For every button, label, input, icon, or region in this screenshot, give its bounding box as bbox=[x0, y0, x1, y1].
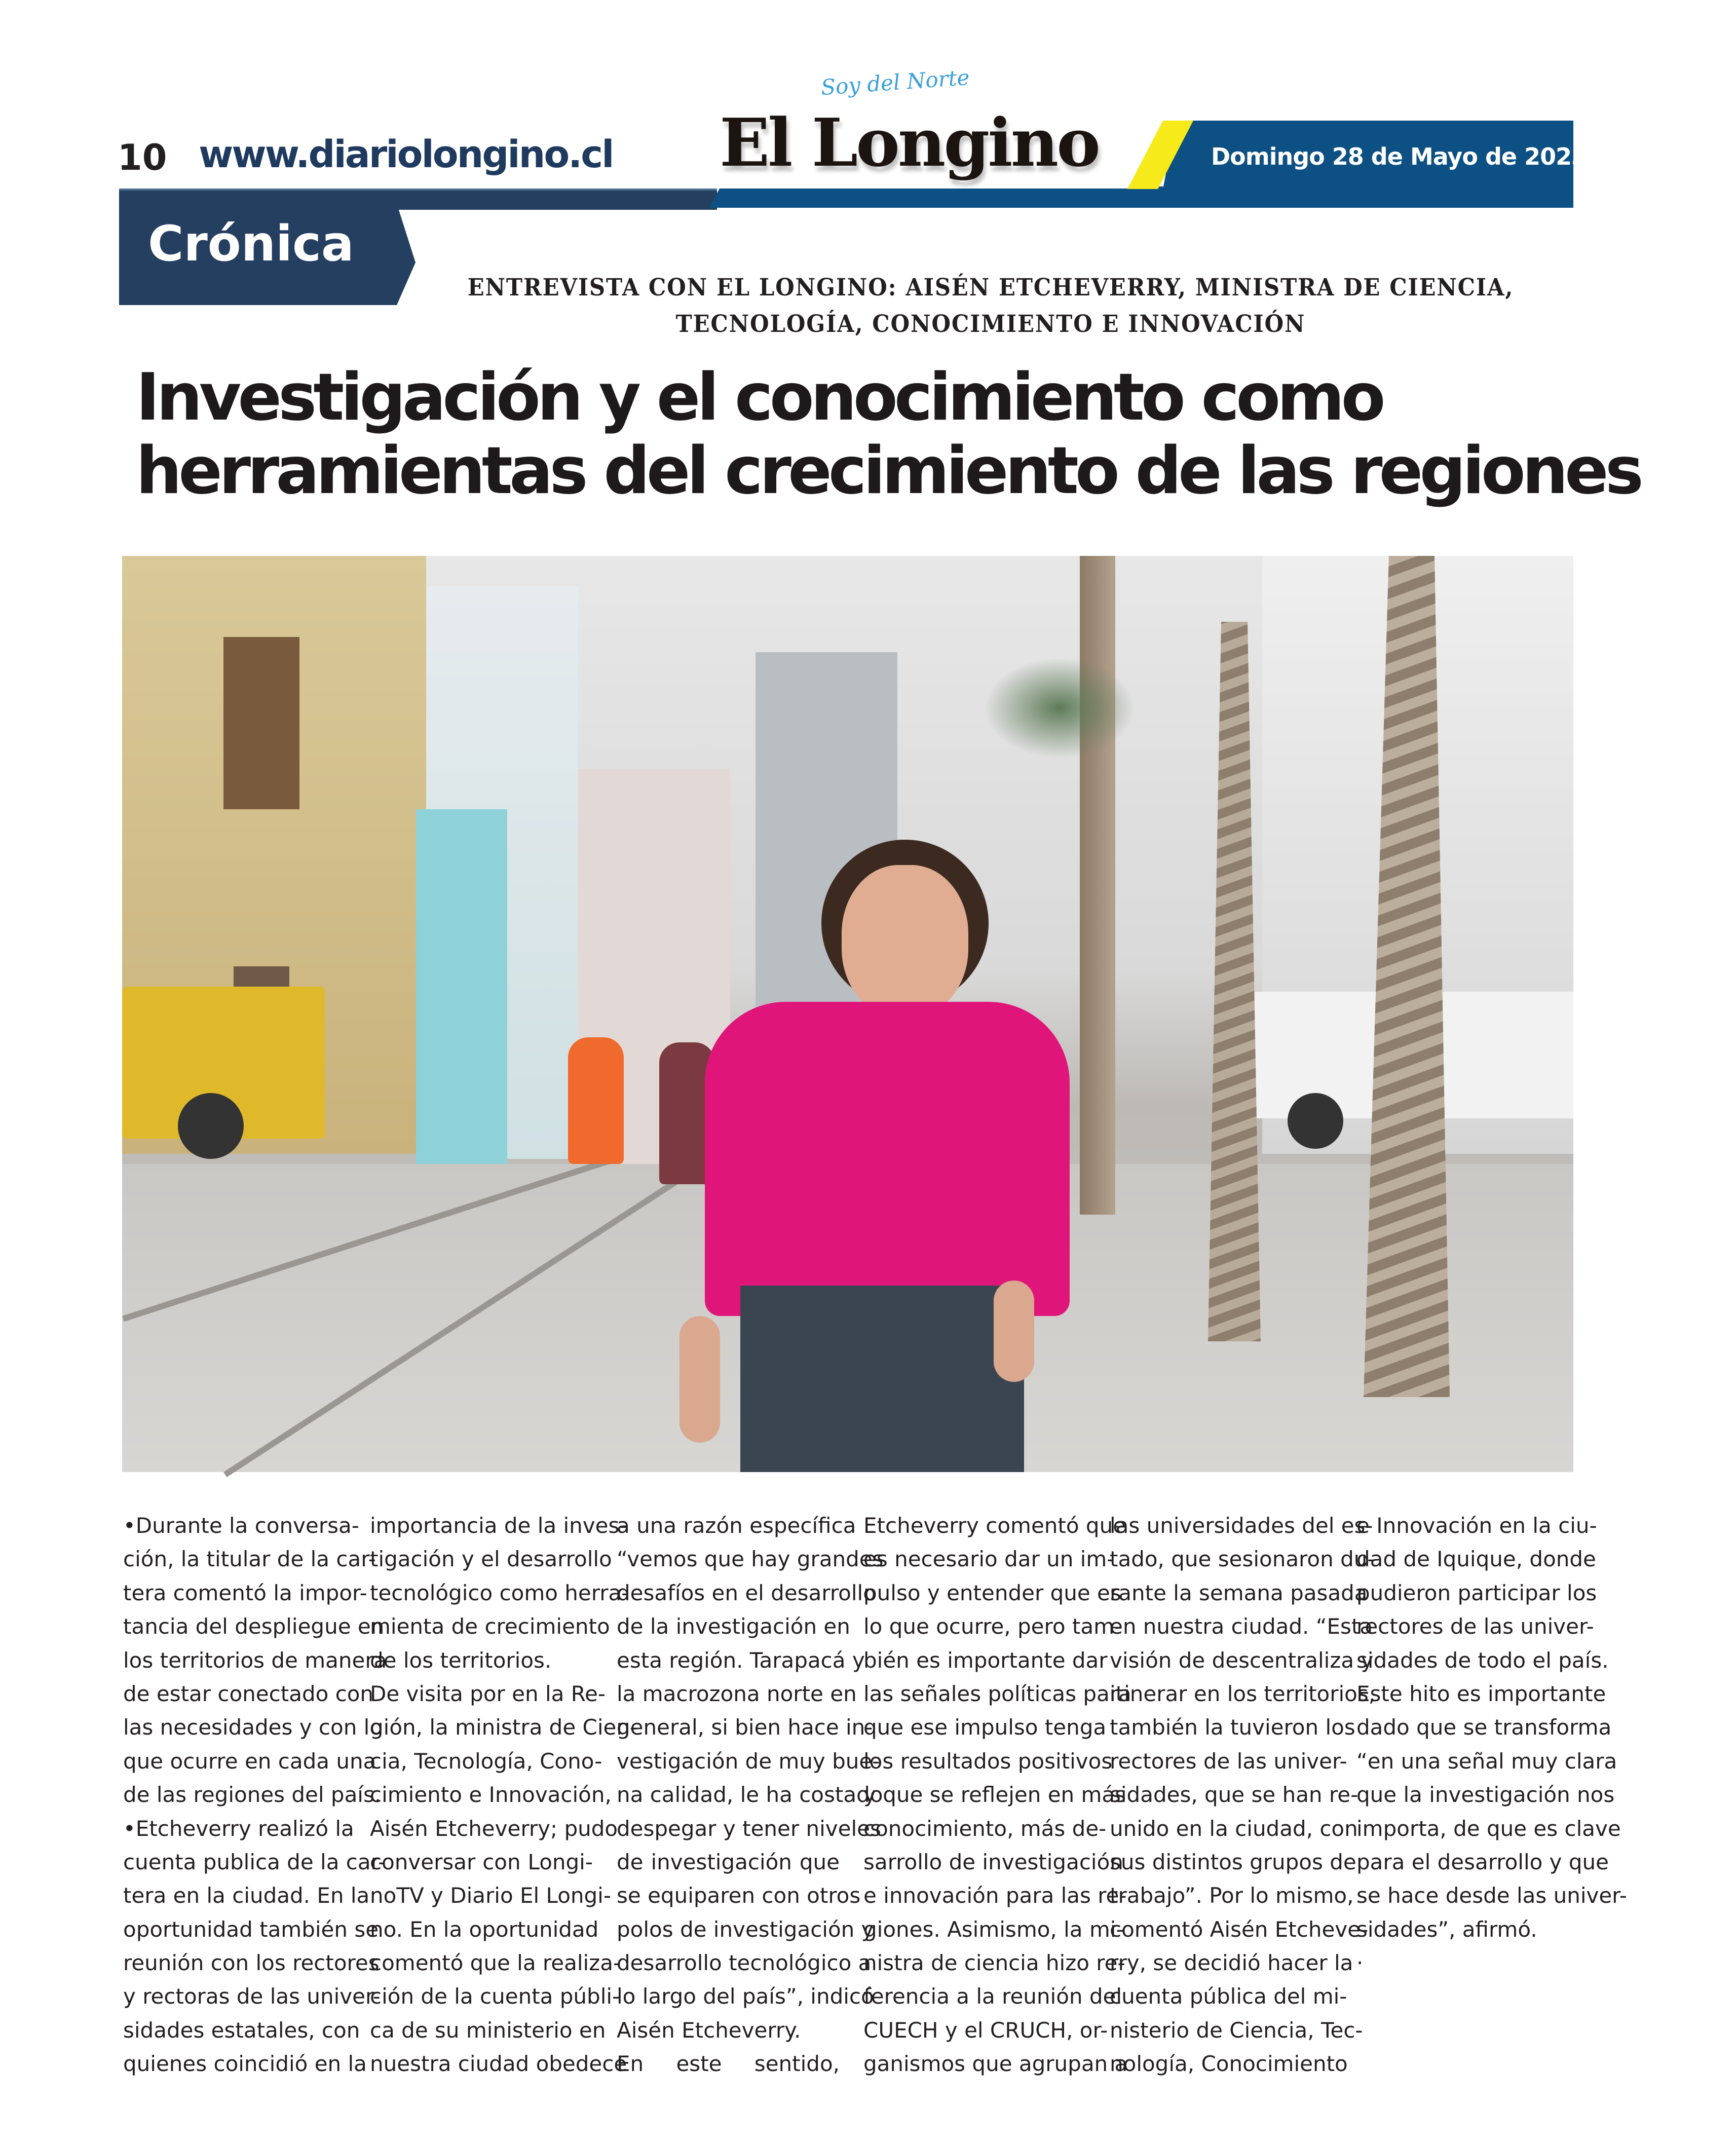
body-text-line: ganismos que agrupan a bbox=[863, 2051, 1128, 2077]
body-text-line: ca de su ministerio en bbox=[370, 2017, 606, 2043]
body-text-line: lo que ocurre, pero tam- bbox=[863, 1614, 1122, 1639]
body-text-line: trabajo”. Por lo mismo, bbox=[1110, 1883, 1354, 1908]
body-text-line: •Etcheverry realizó la bbox=[123, 1816, 354, 1841]
body-text-line: importa, de que es clave bbox=[1356, 1816, 1621, 1841]
body-text-line: cia, Tecnología, Cono- bbox=[370, 1748, 602, 1774]
body-text-line: cimiento e Innovación, bbox=[370, 1782, 612, 1808]
issue-date: Domingo 28 de Mayo de 2023 bbox=[1211, 143, 1588, 170]
body-text-line: ción de la cuenta públi- bbox=[370, 1984, 620, 2009]
body-text-line: despegar y tener niveles bbox=[617, 1816, 881, 1841]
body-text-line: en nuestra ciudad. “Esta bbox=[1110, 1614, 1373, 1639]
body-text-line: itinerar en los territorios, bbox=[1110, 1681, 1376, 1706]
body-text-line: de investigación que bbox=[617, 1849, 840, 1874]
body-text-line: oportunidad también se bbox=[123, 1916, 379, 1942]
body-text-line: de las regiones del país. bbox=[123, 1782, 382, 1808]
body-text-line: la macrozona norte en bbox=[617, 1681, 857, 1706]
body-text-line: comentó Aisén Etcheve- bbox=[1110, 1916, 1369, 1942]
body-text-line: sidades estatales, con bbox=[123, 2017, 360, 2043]
body-text-line: dad de Iquique, donde bbox=[1356, 1547, 1596, 1572]
body-text-line: y que se reflejen en más bbox=[863, 1782, 1126, 1808]
header-rule bbox=[119, 189, 717, 210]
body-text-line: se hace desde las univer- bbox=[1356, 1883, 1627, 1908]
woman-skirt bbox=[740, 1286, 1024, 1472]
body-text-line: e innovación para las re- bbox=[863, 1883, 1127, 1908]
body-text-line: nuestra ciudad obedece bbox=[370, 2051, 627, 2077]
body-text-line: Aisén Etcheverry. bbox=[617, 2017, 801, 2043]
body-text-line: que ese impulso tenga bbox=[863, 1715, 1107, 1740]
body-text-line: esta región. Tarapacá y bbox=[617, 1647, 865, 1673]
body-text-line: sidades”, afirmó. bbox=[1356, 1916, 1537, 1942]
body-text-line: giones. Asimismo, la mi- bbox=[863, 1916, 1124, 1942]
body-text-line: las universidades del es- bbox=[1110, 1513, 1373, 1538]
body-text-line: tera en la ciudad. En la bbox=[123, 1883, 370, 1908]
body-text-line: nistra de ciencia hizo re- bbox=[863, 1950, 1125, 1976]
woman-face bbox=[842, 865, 968, 1017]
headline-line: Investigación y el conocimiento como bbox=[136, 360, 1382, 435]
body-text-line: que la investigación nos bbox=[1356, 1782, 1615, 1808]
body-text-line: comentó que la realiza- bbox=[370, 1950, 621, 1976]
body-text-line: de la investigación en bbox=[617, 1614, 850, 1639]
body-text-line: rectores de las univer- bbox=[1110, 1748, 1347, 1774]
body-text-line: e Innovación en la ciu- bbox=[1356, 1513, 1597, 1538]
pedestrian bbox=[568, 1037, 624, 1164]
kicker-line: ENTREVISTA CON EL LONGINO: AISÉN ETCHEVERRY, MINISTRA DE CIENCIA, bbox=[467, 274, 1514, 302]
text-column bbox=[370, 1509, 638, 2081]
body-text-line: dado que se transforma bbox=[1356, 1715, 1612, 1740]
body-text-line: unido en la ciudad, con bbox=[1110, 1816, 1358, 1841]
body-text-line: a una razón específica bbox=[617, 1513, 856, 1538]
palm-trunk bbox=[1201, 622, 1267, 1341]
body-text-line: que ocurre en cada una bbox=[123, 1748, 376, 1774]
body-text-line: las necesidades y con lo bbox=[123, 1715, 383, 1740]
body-text-line: de los territorios. bbox=[370, 1647, 552, 1673]
building bbox=[416, 809, 507, 1164]
logo-tagline: Soy del Norte bbox=[820, 64, 970, 100]
body-text-line: mienta de crecimiento bbox=[370, 1614, 610, 1639]
wheel bbox=[178, 1093, 244, 1159]
text-column bbox=[863, 1509, 1131, 2081]
palm-trunk bbox=[1080, 556, 1115, 1215]
body-text-line: nisterio de Ciencia, Tec- bbox=[1110, 2017, 1363, 2043]
logo-text: El Longino bbox=[720, 104, 1099, 181]
body-text-line: “en una señal muy clara bbox=[1356, 1748, 1617, 1774]
body-text-line: ción, la titular de la car- bbox=[123, 1547, 376, 1572]
newspaper-logo bbox=[720, 64, 1165, 208]
body-text-line: quienes coincidió en la bbox=[123, 2051, 367, 2077]
wheel bbox=[1288, 1093, 1343, 1149]
body-text-line: cuenta publica de la car- bbox=[123, 1849, 386, 1874]
body-text-line: tera comentó la impor- bbox=[123, 1580, 367, 1605]
text-column bbox=[617, 1509, 884, 2081]
body-text-line: también la tuvieron los bbox=[1110, 1715, 1355, 1740]
website-link[interactable]: www.diariolongino.cl bbox=[199, 133, 613, 176]
body-text-line: nología, Conocimiento bbox=[1110, 2051, 1348, 2077]
body-text-line: las señales políticas para bbox=[863, 1681, 1131, 1706]
headline-line: herramientas del crecimiento de las regiones bbox=[136, 433, 1640, 509]
balcony bbox=[223, 637, 299, 809]
body-text-line: y rectoras de las univer- bbox=[123, 1984, 381, 2009]
body-text-line: los resultados positivos bbox=[863, 1748, 1113, 1774]
text-column bbox=[1356, 1509, 1627, 1980]
body-text-line: gión, la ministra de Cien- bbox=[370, 1715, 638, 1740]
body-text-line: pulso y entender que es bbox=[863, 1580, 1121, 1605]
body-text-line: desafíos en el desarrollo bbox=[617, 1580, 876, 1605]
body-text-line: tancia del despliegue en bbox=[123, 1614, 385, 1639]
body-text-line: reunión con los rectores bbox=[123, 1950, 380, 1976]
body-text-line: desarrollo tecnológico a bbox=[617, 1950, 872, 1976]
woman-arm bbox=[680, 1316, 720, 1443]
body-text-line: general, si bien hace in- bbox=[617, 1715, 873, 1740]
body-text-line: no. En la oportunidad bbox=[370, 1916, 599, 1942]
body-text-line: ferencia a la reunión del bbox=[863, 1984, 1122, 2009]
body-text-line: importancia de la inves- bbox=[370, 1513, 627, 1538]
body-text-line: sus distintos grupos de bbox=[1110, 1849, 1356, 1874]
text-column bbox=[123, 1509, 387, 2081]
body-text-line: Etcheverry comentó que bbox=[863, 1513, 1126, 1538]
body-text-line: noTV y Diario El Longi- bbox=[370, 1883, 612, 1908]
body-text-line: conocimiento, más de- bbox=[863, 1816, 1107, 1841]
woman-arm bbox=[994, 1281, 1034, 1382]
body-text-line: Este hito es importante bbox=[1356, 1681, 1606, 1706]
body-text-line: Aisén Etcheverry; pudo bbox=[370, 1816, 618, 1841]
article-photo bbox=[122, 556, 1573, 1472]
body-text-line: pudieron participar los bbox=[1356, 1580, 1597, 1605]
body-text-line: los territorios de manera bbox=[123, 1647, 387, 1673]
body-text-line: sidades de todo el país. bbox=[1356, 1647, 1609, 1673]
section-title: Crónica bbox=[148, 215, 354, 272]
woman-shirt bbox=[705, 1002, 1070, 1316]
body-text-line: es necesario dar un im- bbox=[863, 1547, 1115, 1572]
body-text-line: rry, se decidió hacer la bbox=[1110, 1950, 1353, 1976]
body-text-line: de estar conectado con bbox=[123, 1681, 374, 1706]
body-text-line: tecnológico como herra- bbox=[370, 1580, 629, 1605]
body-text-line: tado, que sesionaron du- bbox=[1110, 1547, 1375, 1572]
body-text-line: tigación y el desarrollo bbox=[370, 1547, 612, 1572]
body-text-line: rectores de las univer- bbox=[1356, 1614, 1594, 1639]
body-text-line: na calidad, le ha costado bbox=[617, 1782, 883, 1808]
body-text-line: sidades, que se han re- bbox=[1110, 1782, 1358, 1808]
body-text-line: lo largo del país”, indicó bbox=[617, 1984, 874, 2009]
body-text-line: cuenta pública del mi- bbox=[1110, 1984, 1347, 2009]
body-text-line: visión de descentraliza y bbox=[1110, 1647, 1374, 1673]
palm-fronds bbox=[984, 657, 1136, 759]
text-column bbox=[1110, 1509, 1376, 2081]
body-text-line: •Durante la conversa- bbox=[123, 1513, 359, 1538]
body-text-line: En este sentido, bbox=[617, 2051, 840, 2077]
kicker-line: TECNOLOGÍA, CONOCIMIENTO E INNOVACIÓN bbox=[675, 310, 1306, 338]
body-text-line: sarrollo de investigación bbox=[863, 1849, 1123, 1874]
body-text-line: CUECH y el CRUCH, or- bbox=[863, 2017, 1108, 2043]
page-number: 10 bbox=[118, 137, 167, 178]
body-text-line: De visita por en la Re- bbox=[370, 1681, 606, 1706]
body-text-line: rante la semana pasada bbox=[1110, 1580, 1368, 1605]
body-text-line: bién es importante dar bbox=[863, 1647, 1108, 1673]
body-text-line: conversar con Longi- bbox=[370, 1849, 593, 1874]
body-text-line: polos de investigación y bbox=[617, 1916, 874, 1942]
body-text-line: vestigación de muy bue- bbox=[617, 1748, 880, 1774]
body-text-line: se equiparen con otros bbox=[617, 1883, 861, 1908]
body-text-line: para el desarrollo y que bbox=[1356, 1849, 1609, 1874]
body-text-line: “vemos que hay grandes bbox=[617, 1547, 884, 1572]
body-text-line: · bbox=[1356, 1950, 1364, 1976]
